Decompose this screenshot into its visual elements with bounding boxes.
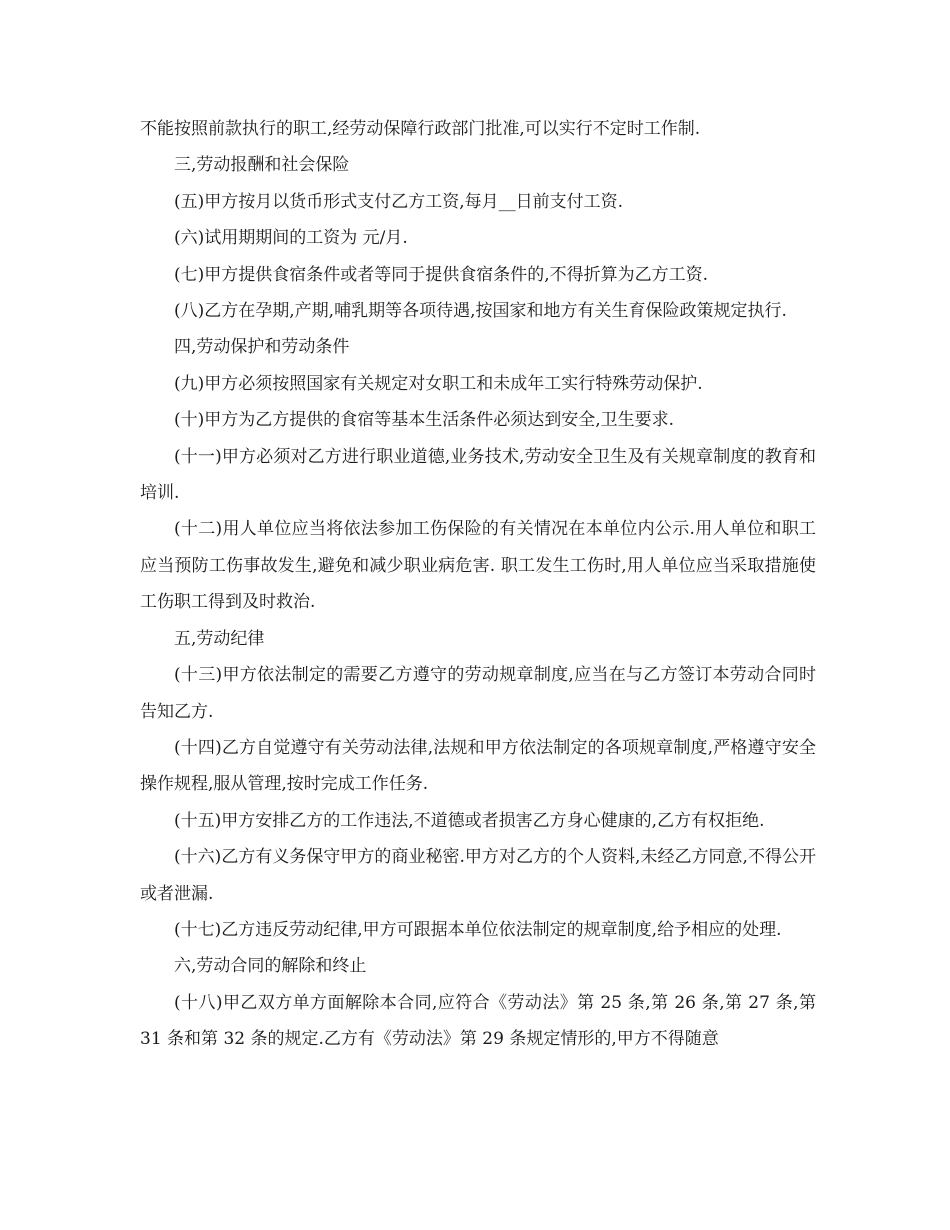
clause-17: (十七)乙方违反劳动纪律,甲方可跟据本单位依法制定的规章制度,给予相应的处理. [174,919,782,940]
clause-8: (八)乙方在孕期,产期,哺乳期等各项待遇,按国家和地方有关生育保险政策规定执行. [174,301,787,322]
document-body [140,111,816,1058]
paragraph-continuation: 不能按照前款执行的职工,经劳动保障行政部门批准,可以实行不定时工作制. [140,119,701,139]
section-heading-remuneration: 三,劳动报酬和社会保险 [174,155,350,176]
section-heading-termination: 六,劳动合同的解除和终止 [174,956,367,977]
clause-11: (十一)甲方必须对乙方进行职业道德,业务技术,劳动安全卫生及有关规章制度的教育和培训. [140,446,816,504]
clause-16: (十六)乙方有义务保守甲方的商业秘密.甲方对乙方的个人资料,未经乙方同意,不得公开或者泄漏. [140,847,816,904]
section-heading-protection: 四,劳动保护和劳动条件 [174,337,350,358]
clause-7: (七)甲方提供食宿条件或者等同于提供食宿条件的,不得折算为乙方工资. [174,264,709,285]
clause-12: (十二)用人单位应当将依法参加工伤保险的有关情况在本单位内公示.用人单位和职工应当预防工伤事故发生,避免和减少职业病危害. 职工发生工伤时,用人单位应当采取措施使工伤职工得到及时救治. [140,519,816,613]
clause-13: (十三)甲方依法制定的需要乙方遵守的劳动规章制度,应当在与乙方签订本劳动合同时告知乙方. [140,665,816,722]
clause-9: (九)甲方必须按照国家有关规定对女职工和未成年工实行特殊劳动保护. [174,373,703,394]
clause-5: (五)甲方按月以货币形式支付乙方工资,每月__日前支付工资. [174,191,624,212]
clause-10: (十)甲方为乙方提供的食宿等基本生活条件必须达到安全,卫生要求. [174,410,675,431]
clause-18: (十八)甲乙双方单方面解除本合同,应符合《劳动法》第 25 条,第 26 条,第 27 条,第 31 条和第 32 条的规定.乙方有《劳动法》第 29 条规定情形的,甲方不得随意 [140,992,816,1050]
clause-14: (十四)乙方自觉遵守有关劳动法律,法规和甲方依法制定的各项规章制度,严格遵守安全操作规程,服从管理,按时完成工作任务. [140,737,816,795]
clause-6: (六)试用期期间的工资为 元/月. [174,228,408,249]
clause-15: (十五)甲方安排乙方的工作违法,不道德或者损害乙方身心健康的,乙方有权拒绝. [174,810,765,831]
section-heading-discipline: 五,劳动纪律 [174,628,265,649]
